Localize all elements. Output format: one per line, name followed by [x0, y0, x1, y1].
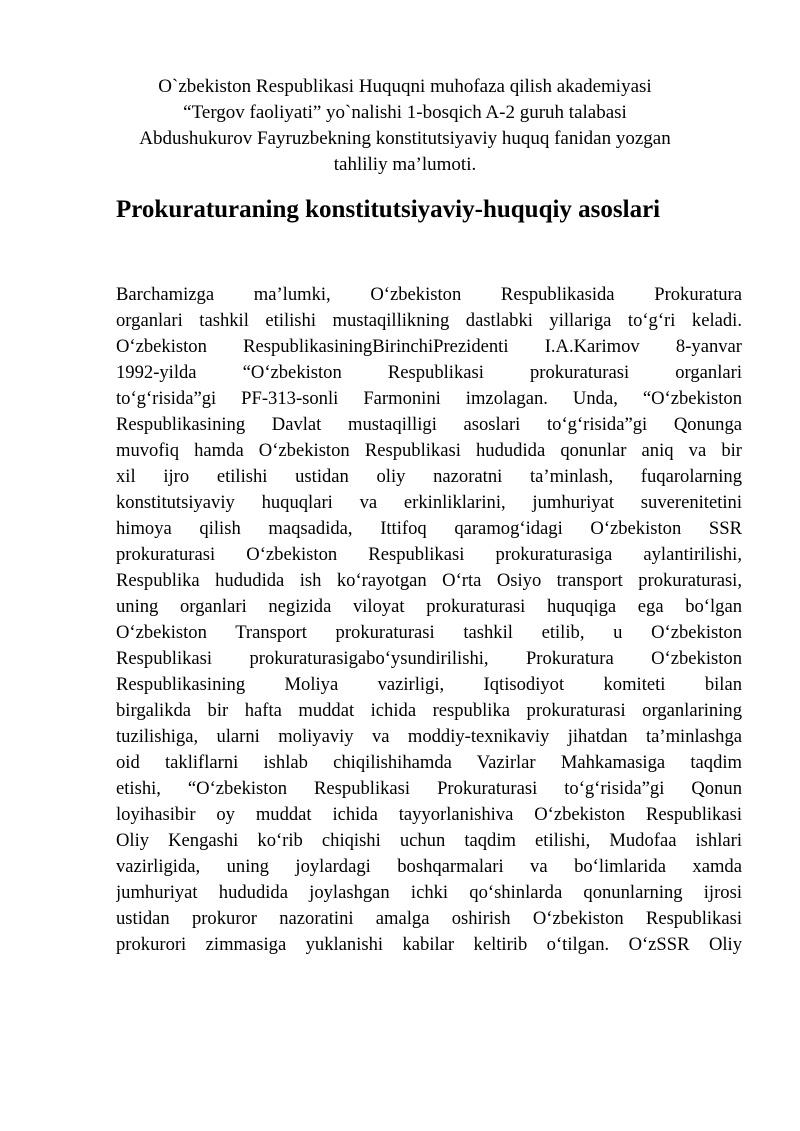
paragraph-line: ustidan prokuror nazoratini amalga oshirish O‘zbekiston Respublikasi: [116, 908, 742, 929]
paragraph-line: birgalikda bir hafta muddat ichida respublika prokuraturasi organlarining: [116, 700, 742, 721]
paragraph-line: jumhuriyat hududida joylashgan ichki qo‘shinlarda qonunlarning ijrosi: [116, 882, 742, 903]
header-line-3: Abdushukurov Fayruzbekning konstitutsiyaviy huquq fanidan yozgan: [139, 128, 671, 149]
body-paragraph: [116, 282, 742, 958]
document-title: Prokuraturaning konstitutsiyaviy-huquqiy asoslari: [116, 196, 661, 223]
paragraph-line: uning organlari negizida viloyat prokuraturasi huquqiga ega bo‘lgan: [116, 596, 742, 617]
paragraph-line: Respublika hududida ish ko‘rayotgan O‘rta Osiyo transport prokuraturasi,: [116, 570, 742, 591]
paragraph-line: Respublikasi prokuraturasigabo‘ysundirilishi, Prokuratura O‘zbekiston: [116, 648, 742, 669]
paragraph-line: oid takliflarni ishlab chiqilishihamda Vazirlar Mahkamasiga taqdim: [116, 752, 742, 773]
paragraph-line: prokurori zimmasiga yuklanishi kabilar keltirib o‘tilgan. O‘zSSR Oliy: [116, 934, 742, 955]
paragraph-line: O‘zbekiston Transport prokuraturasi tashkil etilib, u O‘zbekiston: [116, 622, 742, 643]
paragraph-line: etishi, “O‘zbekiston Respublikasi Prokuraturasi to‘g‘risida”gi Qonun: [116, 778, 742, 799]
paragraph-line: O‘zbekiston RespublikasiningBirinchiPrezidenti I.A.Karimov 8-yanvar: [116, 336, 742, 357]
paragraph-line: organlari tashkil etilishi mustaqillikning dastlabki yillariga to‘g‘ri keladi.: [116, 310, 742, 331]
paragraph-line: himoya qilish maqsadida, Ittifoq qaramog‘idagi O‘zbekiston SSR: [116, 518, 742, 539]
paragraph-line: to‘g‘risida”gi PF-313-sonli Farmonini imzolagan. Unda, “O‘zbekiston: [116, 388, 742, 409]
document-header: [110, 74, 700, 178]
paragraph-line: Respublikasining Moliya vazirligi, Iqtisodiyot komiteti bilan: [116, 674, 742, 695]
paragraph-line: konstitutsiyaviy huquqlari va erkinliklarini, jumhuriyat suverenitetini: [116, 492, 742, 513]
header-line-4: tahliliy ma’lumoti.: [333, 154, 477, 175]
header-line-2: “Tergov faoliyati” yo`nalishi 1-bosqich A-2 guruh talabasi: [183, 102, 627, 123]
paragraph-line: 1992-yilda “O‘zbekiston Respublikasi prokuraturasi organlari: [116, 362, 742, 383]
paragraph-line: Barchamizga ma’lumki, O‘zbekiston Respublikasida Prokuratura: [116, 284, 742, 305]
paragraph-line: xil ijro etilishi ustidan oliy nazoratni ta’minlash, fuqarolarning: [116, 466, 742, 487]
header-line-1: O`zbekiston Respublikasi Huquqni muhofaza qilish akademiyasi: [158, 76, 652, 97]
paragraph-line: loyihasibir oy muddat ichida tayyorlanishiva O‘zbekiston Respublikasi: [116, 804, 742, 825]
paragraph-line: Respublikasining Davlat mustaqilligi asoslari to‘g‘risida”gi Qonunga: [116, 414, 742, 435]
paragraph-line: prokuraturasi O‘zbekiston Respublikasi prokuraturasiga aylantirilishi,: [116, 544, 742, 565]
paragraph-line: Oliy Kengashi ko‘rib chiqishi uchun taqdim etilishi, Mudofaa ishlari: [116, 830, 742, 851]
paragraph-line: muvofiq hamda O‘zbekiston Respublikasi hududida qonunlar aniq va bir: [116, 440, 742, 461]
paragraph-line: tuzilishiga, ularni moliyaviy va moddiy-texnikaviy jihatdan ta’minlashga: [116, 726, 742, 747]
paragraph-line: vazirligida, uning joylardagi boshqarmalari va bo‘limlarida xamda: [116, 856, 742, 877]
